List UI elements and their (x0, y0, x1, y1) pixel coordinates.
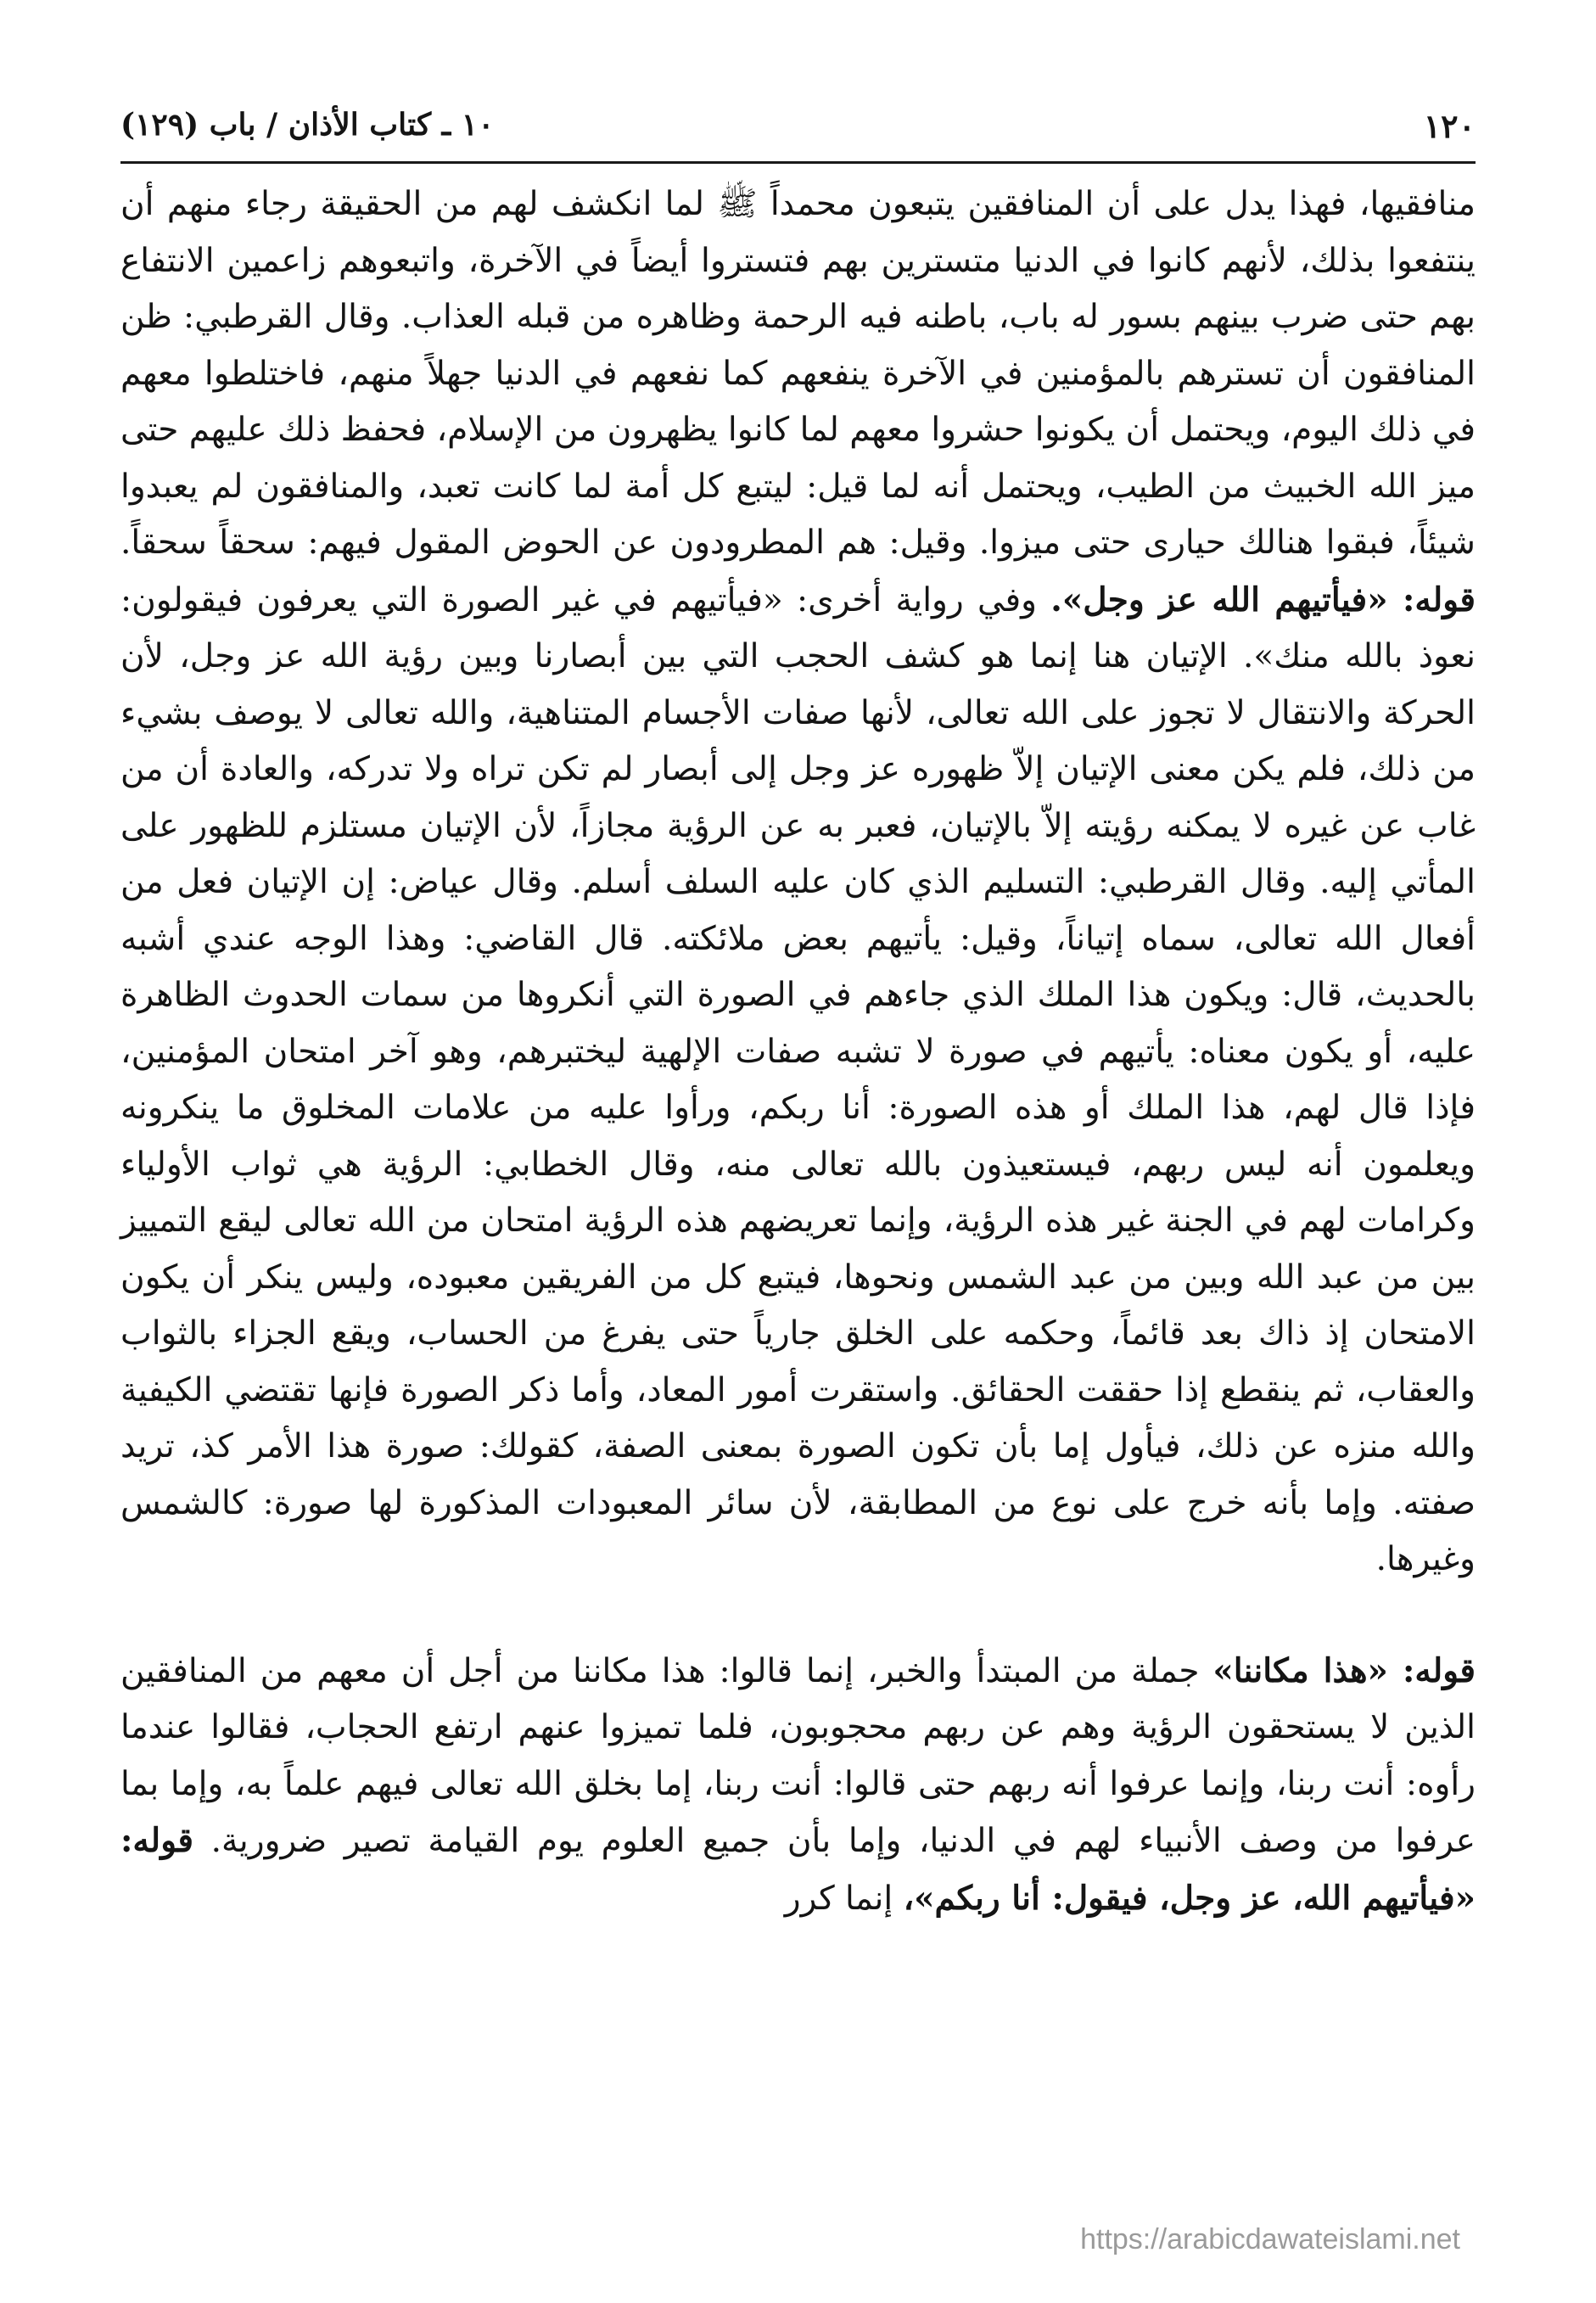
chapter-title: ١٠ ـ كتاب الأذان / باب (١٢٩) (120, 107, 495, 143)
paragraph-gap (120, 1589, 1476, 1643)
bold-quote: قوله: «فيأتيهم الله عز وجل». (1050, 580, 1476, 619)
bold-quote: قوله: «هذا مكاننا» (1212, 1650, 1476, 1690)
body-text (120, 177, 1476, 1927)
header-rule (120, 161, 1476, 164)
text-run: منافقيها، فهذا يدل على أن المنافقين يتبعون محمداً ﷺ لما انكشف لهم من الحقيقة رجاء منهم أن ينتفعوا بذلك، لأنهم كانوا في الدنيا متسترين بهم فتستروا أيضاً في الآخرة، واتبعوهم زاعمين الانتفاع بهم حتى ضرب بينهم بسور له باب، باطنه فيه الرحمة وظاهره من قبله العذاب. وقال القرطبي: ظن المنافقون أن تسترهم بالمؤمنين في الآخرة ينفعهم كما نفعهم في الدنيا جهلاً منهم، فاختلطوا معهم في ذلك اليوم، ويحتمل أن يكونوا حشروا معهم لما كانوا يظهرون من الإسلام، فحفظ ذلك عليهم حتى ميز الله الخبيث من الطيب، ويحتمل أنه لما قيل: ليتبع كل أمة لما كانت تعبد، والمنافقون لم يعبدوا شيئاً، فبقوا هنالك حيارى حتى ميزوا. وقيل: هم المطرودون عن الحوض المقول فيهم: سحقاً سحقاً. (120, 185, 1476, 562)
page-number: ١٢٠ (1423, 107, 1476, 145)
paragraph-commentary (120, 177, 1476, 1589)
bold-quote: قوله: «فيأتيهم الله، عز وجل، فيقول: أنا ربكم»، (120, 1821, 1476, 1918)
paragraph-commentary (120, 1643, 1476, 1928)
text-run: إنما كرر (784, 1879, 893, 1918)
text-run: وفي رواية أخرى: «فيأتيهم في غير الصورة التي يعرفون فيقولون: نعوذ بالله منك». الإتيان هنا إنما هو كشف الحجب التي بين أبصارنا وبين رؤية الله عز وجل، لأن الحركة والانتقال لا تجوز على الله تعالى، لأنها صفات الأجسام المتناهية، والله تعالى لا يوصف بشيء من ذلك، فلم يكن معنى الإتيان إلاّ ظهوره عز وجل إلى أبصار لم تكن تراه ولا تدركه، والعادة أن من غاب عن غيره لا يمكنه رؤيته إلاّ بالإتيان، فعبر به عن الرؤية مجازاً، لأن الإتيان مستلزم للظهور على المأتي إليه. وقال القرطبي: التسليم الذي كان عليه السلف أسلم. وقال عياض: إن الإتيان فعل من أفعال الله تعالى، سماه إتياناً، وقيل: يأتيهم بعض ملائكته. قال القاضي: وهذا الوجه عندي أشبه بالحديث، قال: ويكون هذا الملك الذي جاءهم في الصورة التي أنكروها من سمات الحدوث الظاهرة عليه، أو يكون معناه: يأتيهم في صورة لا تشبه صفات الإلهية ليختبرهم، وهو آخر امتحان المؤمنين، فإذا قال لهم، هذا الملك أو هذه الصورة: أنا ربكم، ورأوا عليه من علامات المخلوق ما ينكرونه ويعلمون أنه ليس ربهم، فيستعيذون بالله تعالى منه، وقال الخطابي: الرؤية هي ثواب الأولياء وكرامات لهم في الجنة غير هذه الرؤية، وإنما تعريضهم هذه الرؤية امتحان من الله تعالى ليقع التمييز بين من عبد الله وبين من عبد الشمس ونحوها، فيتبع كل من الفريقين معبوده، وليس ينكر أن يكون الامتحان إذ ذاك بعد قائماً، وحكمه على الخلق جارياً حتى يفرغ من الحساب، ويقع الجزاء بالثواب والعقاب، ثم ينقطع إذا حققت الحقائق. واستقرت أمور المعاد، وأما ذكر الصورة فإنها تقتضي الكيفية والله منزه عن ذلك، فيأول إما بأن تكون الصورة بمعنى الصفة، كقولك: صورة هذا الأمر كذ، تريد صفته. وإما بأنه خرج على نوع من المطابقة، لأن سائر المعبودات المذكورة لها صورة: كالشمس وغيرها. (120, 580, 1476, 1578)
watermark-url: https://arabicdawateislami.net (1080, 2223, 1460, 2255)
text-run: جملة من المبتدأ والخبر، إنما قالوا: هذا مكاننا من أجل أن معهم من المنافقين الذين لا يستحقون الرؤية وهم عن ربهم محجوبون، فلما تميزوا عنهم ارتفع الحجاب، فقالوا عندما رأوه: أنت ربنا، وإنما عرفوا أنه ربهم حتى قالوا: أنت ربنا، إما بخلق الله تعالى فيهم علماً به، وإما بما عرفوا من وصف الأنبياء لهم في الدنيا، وإما بأن جميع العلوم يوم القيامة تصير ضرورية. (120, 1651, 1476, 1860)
running-head (120, 100, 1476, 160)
